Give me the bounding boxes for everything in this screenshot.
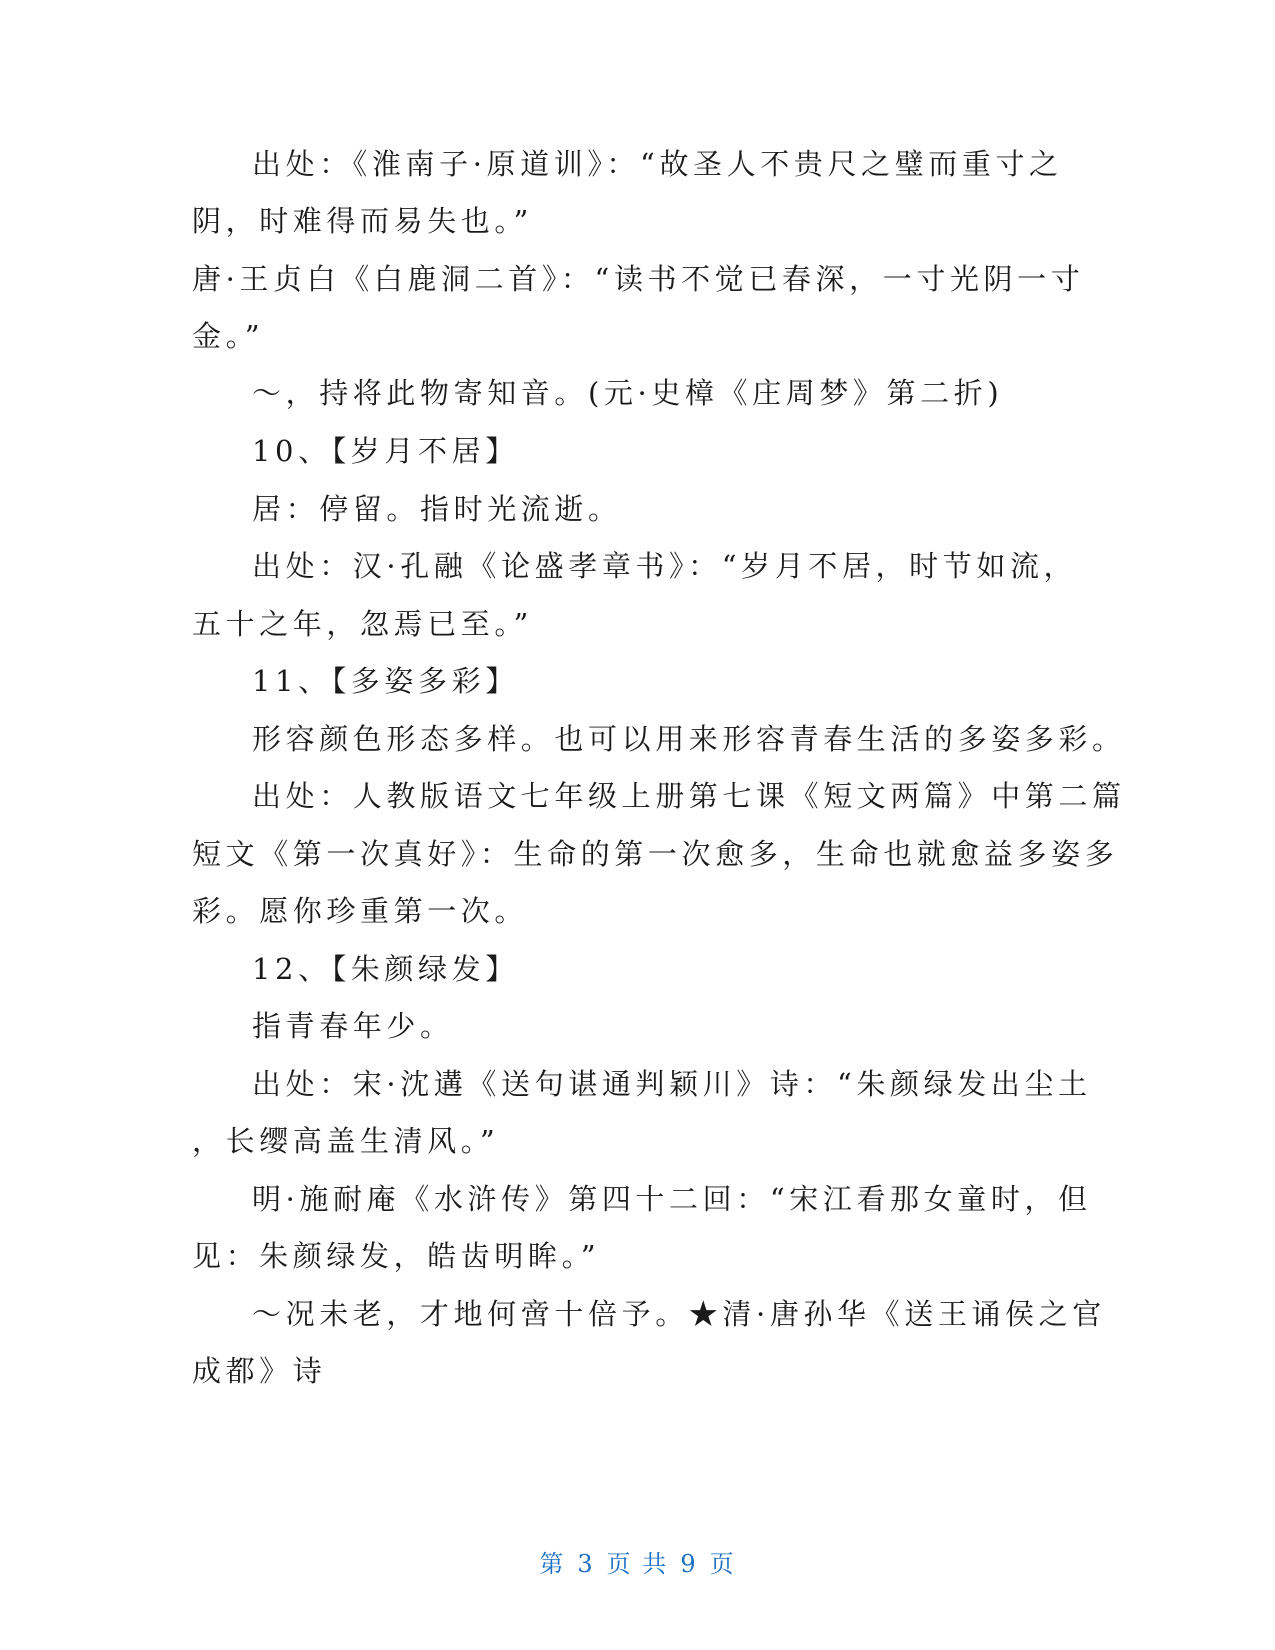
current-page-number: 3 [577, 1550, 595, 1578]
entry-heading: 11、【多姿多彩】 [252, 664, 519, 698]
text-line: 出处：汉·孔融《论盛孝章书》：“岁月不居，时节如流， [252, 549, 1078, 583]
text-line: 金。” [192, 319, 265, 353]
footer-suffix: 页 [709, 1550, 736, 1578]
entry-heading: 10、【岁月不居】 [252, 434, 519, 468]
text-line: 五十之年，忽焉已至。” [192, 607, 533, 641]
text-line: ～况未老，才地何啻十倍予。★清·唐孙华《送王诵侯之官 [252, 1297, 1106, 1331]
text-line: ，长缨高盖生清风。” [192, 1124, 500, 1158]
text-line: 指青春年少。 [252, 1009, 454, 1043]
entry-heading: 12、【朱颜绿发】 [252, 952, 519, 986]
text-line: 出处：人教版语文七年级上册第七课《短文两篇》中第二篇 [252, 779, 1126, 813]
footer-middle: 页 共 [606, 1550, 669, 1578]
total-page-number: 9 [680, 1550, 698, 1578]
text-line: 短文《第一次真好》：生命的第一次愈多，生命也就愈益多姿多 [192, 837, 1119, 871]
text-line: 彩。愿你珍重第一次。 [192, 894, 529, 928]
text-line: 居：停留。指时光流逝。 [252, 492, 622, 526]
page-footer [0, 1548, 1275, 1580]
text-line: 形容颜色形态多样。也可以用来形容青春生活的多姿多彩。 [252, 722, 1126, 756]
text-line: 成都》诗 [192, 1354, 327, 1388]
text-line: 唐·王贞白《白鹿洞二首》：“读书不觉已春深，一寸光阴一寸 [192, 262, 1085, 296]
text-line: 出处：宋·沈遘《送句谌通判颖川》诗：“朱颜绿发出尘土 [252, 1067, 1092, 1101]
text-line: 明·施耐庵《水浒传》第四十二回：“宋江看那女童时，但 [252, 1182, 1092, 1216]
text-line: 见：朱颜绿发，皓齿明眸。” [192, 1239, 601, 1273]
footer-prefix: 第 [539, 1550, 566, 1578]
text-line: 出处：《淮南子·原道训》：“故圣人不贵尺之璧而重寸之 [252, 147, 1063, 181]
text-line: ～，持将此物寄知音。(元·史樟《庄周梦》第二折) [252, 376, 1004, 410]
text-line: 阴，时难得而易失也。” [192, 204, 533, 238]
